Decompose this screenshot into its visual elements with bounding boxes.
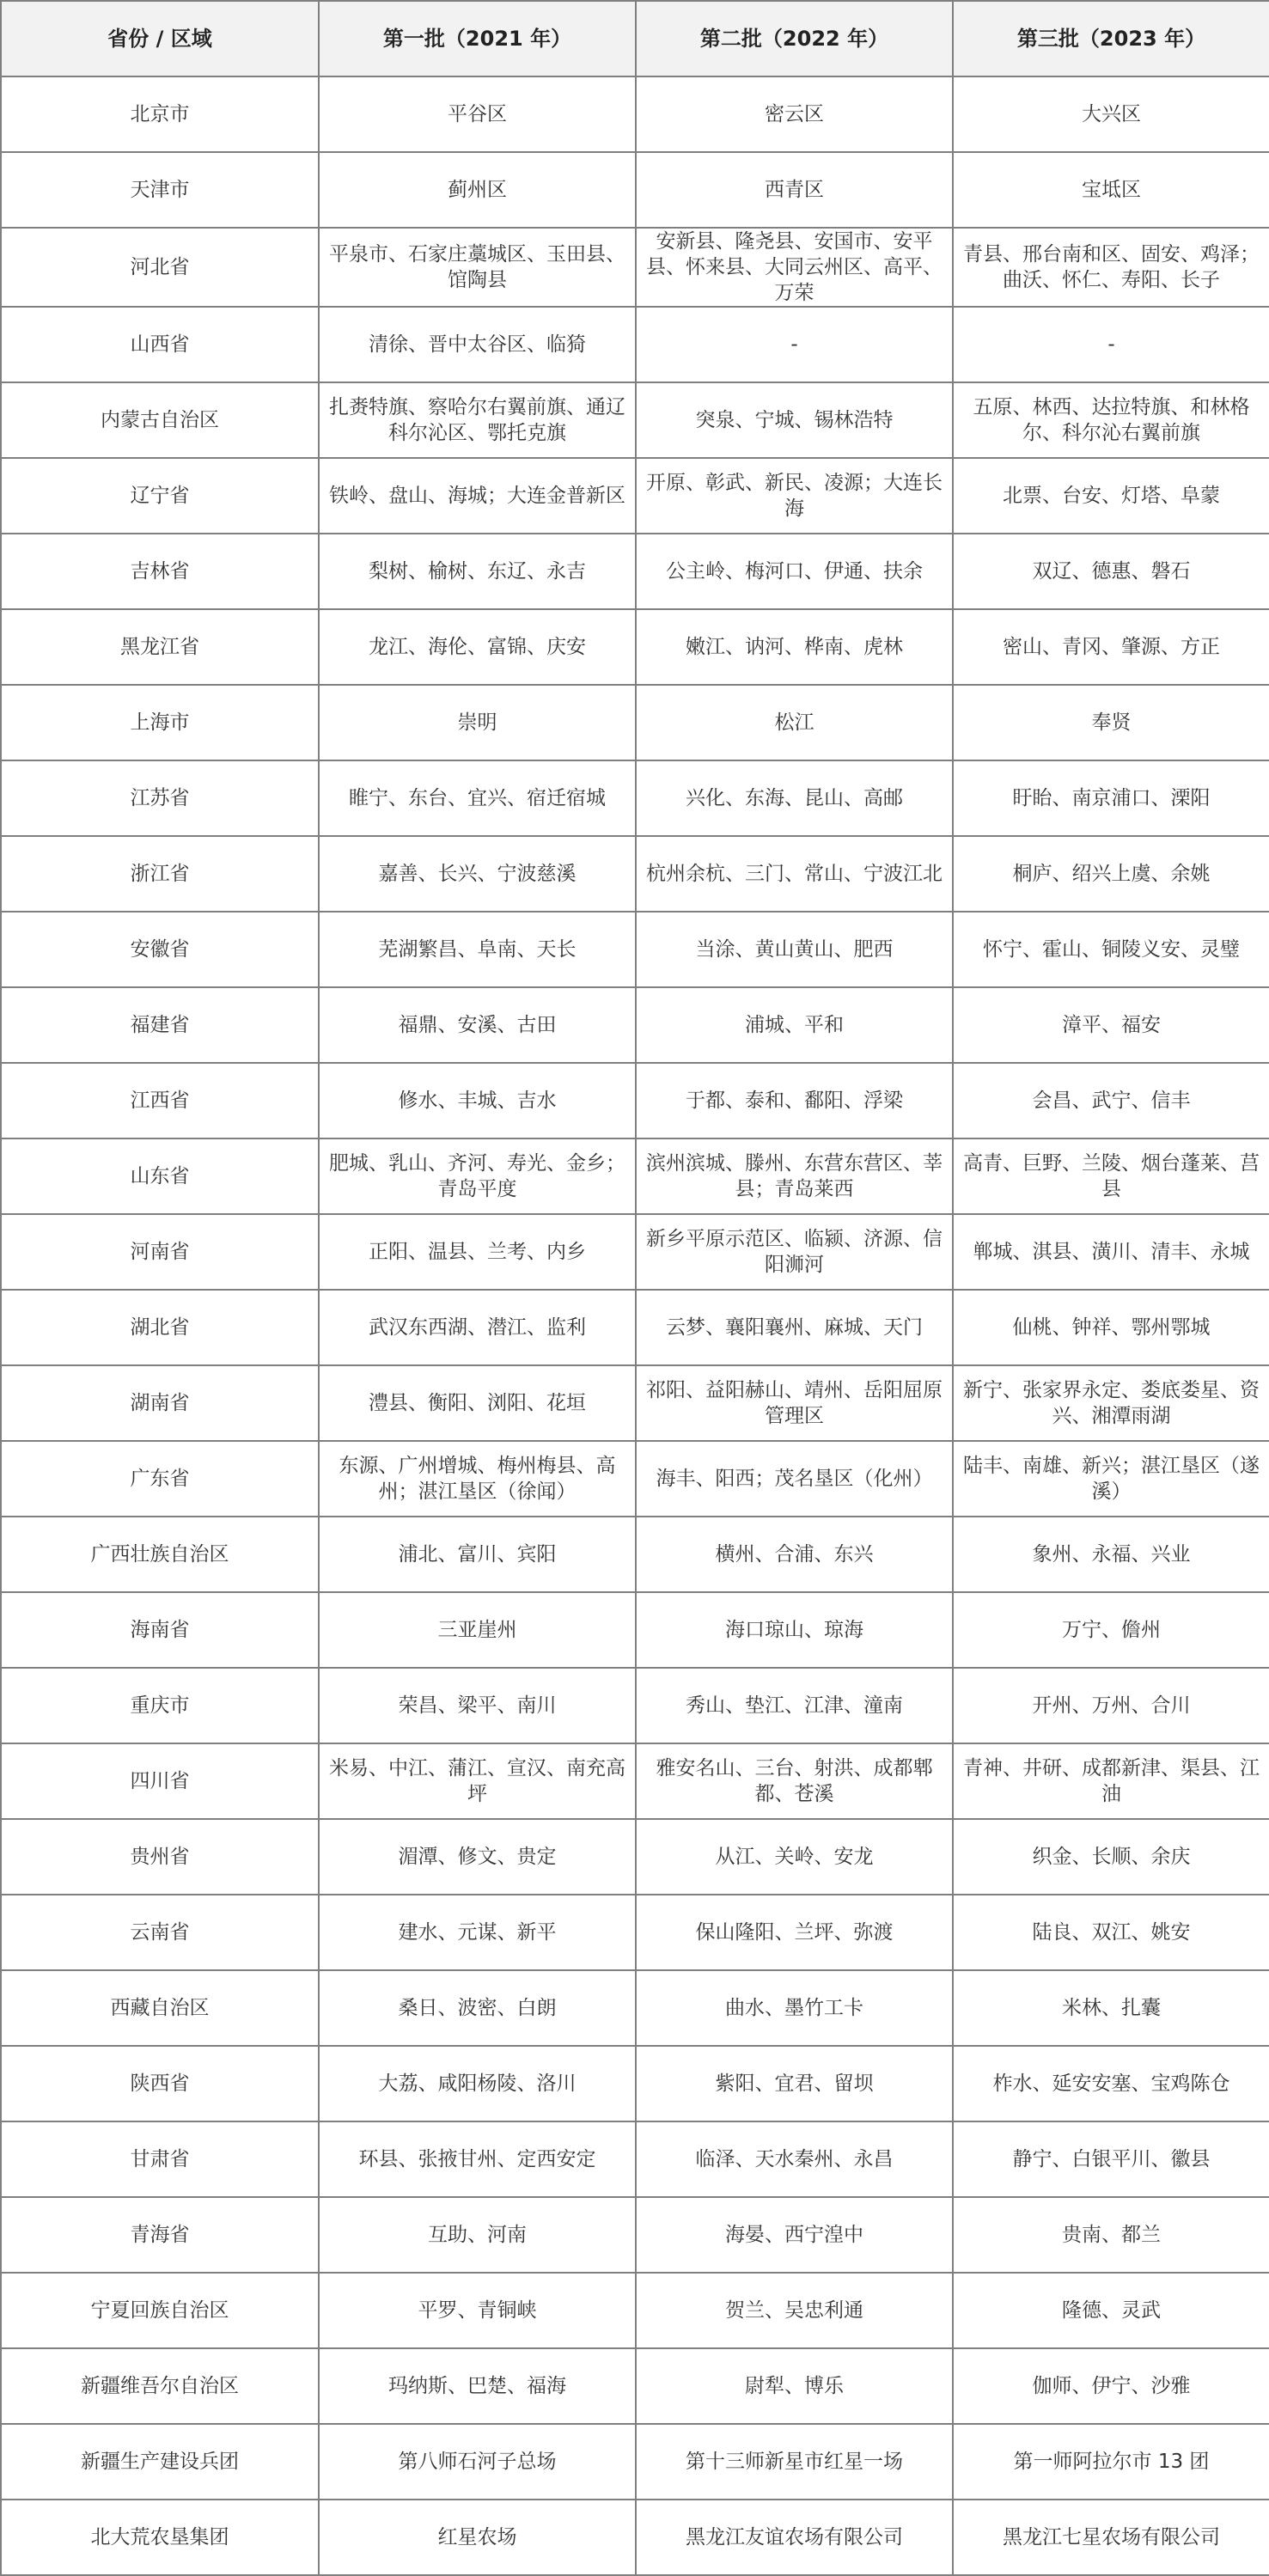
cell-batch-2: 海口琼山、琼海: [636, 1592, 953, 1668]
cell-batch-1: 大荔、咸阳杨陵、洛川: [319, 2046, 636, 2121]
cell-batch-3: 奉贤: [953, 685, 1269, 760]
table-row: [1, 1441, 1269, 1517]
table-row: [1, 534, 1269, 609]
table-row: [1, 2348, 1269, 2424]
cell-province: 黑龙江省: [1, 609, 319, 685]
header-batch-1: 第一批（2021 年）: [319, 1, 636, 76]
cell-batch-2: 西青区: [636, 152, 953, 228]
cell-batch-2: 松江: [636, 685, 953, 760]
cell-batch-1: 正阳、温县、兰考、内乡: [319, 1214, 636, 1290]
table-row: [1, 1138, 1269, 1214]
cell-batch-2: 兴化、东海、昆山、高邮: [636, 760, 953, 836]
header-province: 省份 / 区域: [1, 1, 319, 76]
cell-province: 上海市: [1, 685, 319, 760]
cell-batch-1: 建水、元谋、新平: [319, 1895, 636, 1970]
cell-batch-3: 仙桃、钟祥、鄂州鄂城: [953, 1290, 1269, 1365]
table-row: [1, 2500, 1269, 2575]
cell-province: 新疆生产建设兵团: [1, 2424, 319, 2500]
cell-province: 山东省: [1, 1138, 319, 1214]
cell-batch-3: 静宁、白银平川、徽县: [953, 2121, 1269, 2197]
cell-province: 新疆维吾尔自治区: [1, 2348, 319, 2424]
cell-batch-2: 临泽、天水秦州、永昌: [636, 2121, 953, 2197]
cell-batch-2: 杭州余杭、三门、常山、宁波江北: [636, 836, 953, 912]
cell-province: 四川省: [1, 1743, 319, 1819]
cell-batch-3: 桐庐、绍兴上虞、余姚: [953, 836, 1269, 912]
cell-batch-3: 开州、万州、合川: [953, 1668, 1269, 1743]
table-row: [1, 1063, 1269, 1138]
cell-batch-2: 安新县、隆尧县、安国市、安平县、怀来县、大同云州区、高平、万荣: [636, 228, 953, 307]
cell-batch-2: 当涂、黄山黄山、肥西: [636, 912, 953, 987]
table-row: [1, 685, 1269, 760]
cell-batch-2: 雅安名山、三台、射洪、成都郫都、苍溪: [636, 1743, 953, 1819]
cell-batch-3: 织金、长顺、余庆: [953, 1819, 1269, 1895]
cell-batch-1: 崇明: [319, 685, 636, 760]
cell-province: 内蒙古自治区: [1, 382, 319, 458]
cell-batch-1: 睢宁、东台、宜兴、宿迁宿城: [319, 760, 636, 836]
cell-province: 贵州省: [1, 1819, 319, 1895]
cell-province: 湖南省: [1, 1365, 319, 1441]
cell-batch-2: 曲水、墨竹工卡: [636, 1970, 953, 2046]
cell-batch-3: 五原、林西、达拉特旗、和林格尔、科尔沁右翼前旗: [953, 382, 1269, 458]
cell-province: 山西省: [1, 307, 319, 382]
cell-batch-3: 青神、井研、成都新津、渠县、江油: [953, 1743, 1269, 1819]
cell-batch-3: 新宁、张家界永定、娄底娄星、资兴、湘潭雨湖: [953, 1365, 1269, 1441]
cell-batch-3: 漳平、福安: [953, 987, 1269, 1063]
cell-province: 湖北省: [1, 1290, 319, 1365]
cell-batch-1: 玛纳斯、巴楚、福海: [319, 2348, 636, 2424]
cell-batch-2: 第十三师新星市红星一场: [636, 2424, 953, 2500]
cell-batch-3: 柞水、延安安塞、宝鸡陈仓: [953, 2046, 1269, 2121]
cell-batch-1: 三亚崖州: [319, 1592, 636, 1668]
cell-province: 广西壮族自治区: [1, 1517, 319, 1592]
cell-batch-2: 嫩江、讷河、桦南、虎林: [636, 609, 953, 685]
table-row: [1, 228, 1269, 307]
cell-batch-2: 滨州滨城、滕州、东营东营区、莘县；青岛莱西: [636, 1138, 953, 1214]
cell-batch-2: 从江、关岭、安龙: [636, 1819, 953, 1895]
cell-batch-1: 嘉善、长兴、宁波慈溪: [319, 836, 636, 912]
cell-batch-3: 米林、扎囊: [953, 1970, 1269, 2046]
table-row: [1, 1743, 1269, 1819]
cell-batch-2: 黑龙江友谊农场有限公司: [636, 2500, 953, 2575]
cell-batch-1: 扎赉特旗、察哈尔右翼前旗、通辽科尔沁区、鄂托克旗: [319, 382, 636, 458]
cell-province: 天津市: [1, 152, 319, 228]
table-row: [1, 836, 1269, 912]
cell-batch-1: 清徐、晋中太谷区、临猗: [319, 307, 636, 382]
cell-batch-3: 青县、邢台南和区、固安、鸡泽；曲沃、怀仁、寿阳、长子: [953, 228, 1269, 307]
cell-batch-1: 铁岭、盘山、海城；大连金普新区: [319, 458, 636, 534]
table-row: [1, 1290, 1269, 1365]
cell-batch-2: 于都、泰和、鄱阳、浮梁: [636, 1063, 953, 1138]
cell-batch-2: 海丰、阳西；茂名垦区（化州）: [636, 1441, 953, 1517]
cell-province: 江西省: [1, 1063, 319, 1138]
header-batch-2: 第二批（2022 年）: [636, 1, 953, 76]
cell-batch-3: 陆良、双江、姚安: [953, 1895, 1269, 1970]
cell-batch-3: 高青、巨野、兰陵、烟台蓬莱、莒县: [953, 1138, 1269, 1214]
cell-batch-1: 湄潭、修文、贵定: [319, 1819, 636, 1895]
table-row: [1, 1214, 1269, 1290]
cell-province: 北大荒农垦集团: [1, 2500, 319, 2575]
cell-batch-3: 万宁、儋州: [953, 1592, 1269, 1668]
cell-batch-3: 双辽、德惠、磐石: [953, 534, 1269, 609]
cell-batch-1: 平罗、青铜峡: [319, 2273, 636, 2348]
cell-batch-1: 环县、张掖甘州、定西安定: [319, 2121, 636, 2197]
cell-batch-3: 贵南、都兰: [953, 2197, 1269, 2273]
cell-batch-1: 平谷区: [319, 76, 636, 152]
cell-province: 西藏自治区: [1, 1970, 319, 2046]
cell-province: 广东省: [1, 1441, 319, 1517]
table-row: [1, 609, 1269, 685]
cell-batch-2: 秀山、垫江、江津、潼南: [636, 1668, 953, 1743]
cell-province: 甘肃省: [1, 2121, 319, 2197]
cell-province: 辽宁省: [1, 458, 319, 534]
cell-province: 青海省: [1, 2197, 319, 2273]
cell-province: 北京市: [1, 76, 319, 152]
cell-batch-3: -: [953, 307, 1269, 382]
table-row: [1, 1819, 1269, 1895]
cell-batch-1: 互助、河南: [319, 2197, 636, 2273]
header-row: [1, 1, 1269, 76]
cell-province: 江苏省: [1, 760, 319, 836]
cell-batch-1: 梨树、榆树、东辽、永吉: [319, 534, 636, 609]
table-row: [1, 76, 1269, 152]
cell-batch-3: 象州、永福、兴业: [953, 1517, 1269, 1592]
cell-batch-2: 尉犁、博乐: [636, 2348, 953, 2424]
cell-province: 河北省: [1, 228, 319, 307]
cell-province: 福建省: [1, 987, 319, 1063]
cell-batch-3: 密山、青冈、肇源、方正: [953, 609, 1269, 685]
cell-province: 浙江省: [1, 836, 319, 912]
table-row: [1, 152, 1269, 228]
cell-batch-1: 东源、广州增城、梅州梅县、高州；湛江垦区（徐闻）: [319, 1441, 636, 1517]
cell-batch-2: 横州、合浦、东兴: [636, 1517, 953, 1592]
cell-batch-2: 紫阳、宜君、留坝: [636, 2046, 953, 2121]
cell-batch-2: -: [636, 307, 953, 382]
cell-province: 安徽省: [1, 912, 319, 987]
cell-batch-1: 米易、中江、蒲江、宣汉、南充高坪: [319, 1743, 636, 1819]
table-row: [1, 1668, 1269, 1743]
cell-batch-3: 大兴区: [953, 76, 1269, 152]
table-row: [1, 1895, 1269, 1970]
cell-province: 云南省: [1, 1895, 319, 1970]
cell-batch-2: 云梦、襄阳襄州、麻城、天门: [636, 1290, 953, 1365]
table-row: [1, 2046, 1269, 2121]
cell-batch-2: 祁阳、益阳赫山、靖州、岳阳屈原管理区: [636, 1365, 953, 1441]
cell-batch-1: 澧县、衡阳、浏阳、花垣: [319, 1365, 636, 1441]
cell-batch-1: 桑日、波密、白朗: [319, 1970, 636, 2046]
cell-batch-2: 保山隆阳、兰坪、弥渡: [636, 1895, 953, 1970]
cell-batch-2: 新乡平原示范区、临颍、济源、信阳浉河: [636, 1214, 953, 1290]
table-row: [1, 912, 1269, 987]
cell-batch-3: 黑龙江七星农场有限公司: [953, 2500, 1269, 2575]
cell-batch-1: 龙江、海伦、富锦、庆安: [319, 609, 636, 685]
cell-batch-3: 郸城、淇县、潢川、清丰、永城: [953, 1214, 1269, 1290]
cell-batch-3: 隆德、灵武: [953, 2273, 1269, 2348]
table-row: [1, 1592, 1269, 1668]
cell-province: 陕西省: [1, 2046, 319, 2121]
cell-province: 吉林省: [1, 534, 319, 609]
table-row: [1, 1970, 1269, 2046]
cell-batch-2: 海晏、西宁湟中: [636, 2197, 953, 2273]
cell-batch-3: 北票、台安、灯塔、阜蒙: [953, 458, 1269, 534]
cell-batch-3: 第一师阿拉尔市 13 团: [953, 2424, 1269, 2500]
table-row: [1, 382, 1269, 458]
cell-batch-2: 浦城、平和: [636, 987, 953, 1063]
cell-batch-1: 平泉市、石家庄藁城区、玉田县、馆陶县: [319, 228, 636, 307]
table-row: [1, 307, 1269, 382]
cell-batch-1: 芜湖繁昌、阜南、天长: [319, 912, 636, 987]
cell-batch-1: 荣昌、梁平、南川: [319, 1668, 636, 1743]
cell-batch-2: 贺兰、吴忠利通: [636, 2273, 953, 2348]
cell-batch-2: 突泉、宁城、锡林浩特: [636, 382, 953, 458]
cell-batch-1: 第八师石河子总场: [319, 2424, 636, 2500]
table-row: [1, 2121, 1269, 2197]
cell-batch-3: 盱眙、南京浦口、溧阳: [953, 760, 1269, 836]
cell-province: 海南省: [1, 1592, 319, 1668]
cell-batch-1: 浦北、富川、宾阳: [319, 1517, 636, 1592]
table-row: [1, 1365, 1269, 1441]
cell-batch-3: 会昌、武宁、信丰: [953, 1063, 1269, 1138]
cell-batch-2: 开原、彰武、新民、凌源；大连长海: [636, 458, 953, 534]
cell-batch-3: 怀宁、霍山、铜陵义安、灵璧: [953, 912, 1269, 987]
table-row: [1, 1517, 1269, 1592]
cell-batch-1: 肥城、乳山、齐河、寿光、金乡；青岛平度: [319, 1138, 636, 1214]
table-row: [1, 458, 1269, 534]
cell-province: 宁夏回族自治区: [1, 2273, 319, 2348]
table-row: [1, 2273, 1269, 2348]
cell-batch-1: 红星农场: [319, 2500, 636, 2575]
table-row: [1, 2424, 1269, 2500]
cell-batch-2: 公主岭、梅河口、伊通、扶余: [636, 534, 953, 609]
table-header: [1, 1, 1269, 76]
table-row: [1, 987, 1269, 1063]
cell-batch-1: 修水、丰城、吉水: [319, 1063, 636, 1138]
table-body: [1, 76, 1269, 2575]
cell-batch-1: 福鼎、安溪、古田: [319, 987, 636, 1063]
cell-batch-3: 宝坻区: [953, 152, 1269, 228]
table-row: [1, 2197, 1269, 2273]
cell-batch-1: 武汉东西湖、潜江、监利: [319, 1290, 636, 1365]
cell-batch-2: 密云区: [636, 76, 953, 152]
cell-province: 河南省: [1, 1214, 319, 1290]
cell-batch-1: 蓟州区: [319, 152, 636, 228]
header-batch-3: 第三批（2023 年）: [953, 1, 1269, 76]
cell-batch-3: 陆丰、南雄、新兴；湛江垦区（遂溪）: [953, 1441, 1269, 1517]
table-row: [1, 760, 1269, 836]
cell-province: 重庆市: [1, 1668, 319, 1743]
cell-batch-3: 伽师、伊宁、沙雅: [953, 2348, 1269, 2424]
